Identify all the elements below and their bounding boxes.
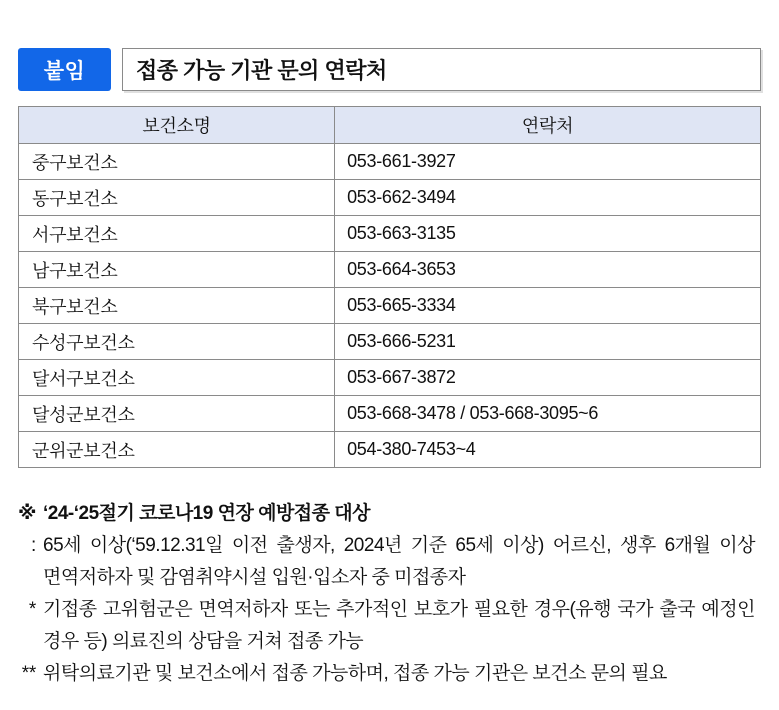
health-center-contact: 053-663-3135 (335, 216, 761, 252)
table-row (19, 432, 761, 468)
health-center-name: 중구보건소 (19, 144, 335, 180)
health-center-name: 수성구보건소 (19, 324, 335, 360)
note-marker: : (31, 535, 36, 556)
health-center-contact: 053-668-3478 / 053-668-3095~6 (335, 396, 761, 432)
note-text: 기접종 고위험군은 면역저하자 또는 추가적인 보호가 필요한 경우(유행 국가 출국 예정인 경우 등) 의료진의 상담을 거쳐 접종 가능 (43, 599, 755, 652)
document-header (18, 48, 761, 91)
table-row (19, 180, 761, 216)
note-marker: * (28, 599, 36, 620)
health-center-name: 서구보건소 (19, 216, 335, 252)
health-center-contact: 053-665-3334 (335, 288, 761, 324)
title-box (122, 48, 761, 91)
note-text: 위탁의료기관 및 보건소에서 접종 가능하며, 접종 가능 기관은 보건소 문의 필요 (43, 663, 667, 684)
note-heading-text: ‘24-‘25절기 코로나19 연장 예방접종 대상 (42, 503, 370, 524)
health-center-contact: 053-664-3653 (335, 252, 761, 288)
health-center-contact: 054-380-7453~4 (335, 432, 761, 468)
note-heading (18, 498, 755, 530)
table-header-row (19, 107, 761, 144)
health-center-contact: 053-662-3494 (335, 180, 761, 216)
table-row (19, 396, 761, 432)
column-header-contact: 연락처 (335, 107, 761, 144)
note-item (18, 594, 755, 658)
table-row (19, 216, 761, 252)
notes-section (18, 498, 761, 690)
table-row (19, 144, 761, 180)
table-row (19, 252, 761, 288)
health-center-name: 남구보건소 (19, 252, 335, 288)
health-center-contact: 053-666-5231 (335, 324, 761, 360)
table-row (19, 360, 761, 396)
attachment-badge: 붙임 (18, 48, 111, 91)
health-center-name: 군위군보건소 (19, 432, 335, 468)
table-row (19, 324, 761, 360)
health-center-name: 동구보건소 (19, 180, 335, 216)
note-item (18, 658, 755, 690)
note-marker: ** (21, 663, 36, 684)
page-title: 접종 가능 기관 문의 연락처 (136, 58, 387, 83)
health-center-name: 달서구보건소 (19, 360, 335, 396)
health-center-contact: 053-661-3927 (335, 144, 761, 180)
note-text: 65세 이상(‘59.12.31일 이전 출생자, 2024년 기준 65세 이상) 어르신, 생후 6개월 이상 면역저하자 및 감염취약시설 입원·입소자 중 미접종자 (43, 535, 755, 588)
health-center-name: 달성군보건소 (19, 396, 335, 432)
health-center-name: 북구보건소 (19, 288, 335, 324)
contact-table (18, 106, 761, 468)
table-row (19, 288, 761, 324)
note-item (18, 530, 755, 594)
reference-mark-icon: ※ (18, 503, 36, 524)
health-center-contact: 053-667-3872 (335, 360, 761, 396)
column-header-health-center: 보건소명 (19, 107, 335, 144)
